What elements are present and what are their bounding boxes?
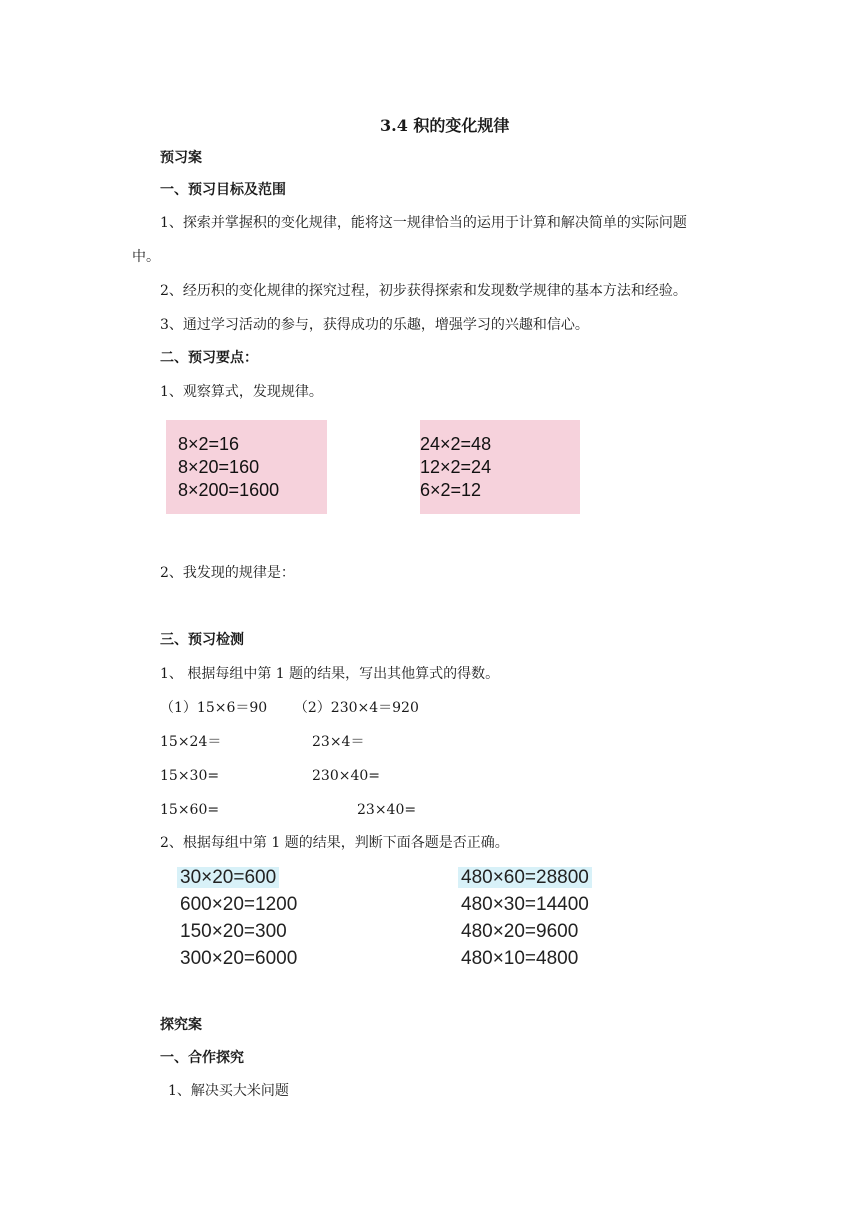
goal-1-line-1: 1、探索并掌握积的变化规律，能将这一规律恰当的运用于计算和解决简单的实际问题 bbox=[160, 215, 687, 231]
goal-1-line-2: 中。 bbox=[132, 249, 160, 265]
check-row-1-right: 23×4＝ bbox=[312, 734, 365, 750]
preview-heading: 预习案 bbox=[160, 150, 202, 166]
explore-heading: 探究案 bbox=[160, 1017, 202, 1033]
judge-right-2: 480×30=14400 bbox=[461, 894, 589, 915]
equation-box-right bbox=[420, 420, 580, 514]
check-row-2-right: 230×40= bbox=[312, 768, 380, 784]
section-heading-check: 三、预习检测 bbox=[160, 632, 244, 648]
check-1-instruction: 1、 根据每组中第 1 题的结果，写出其他算式的得数。 bbox=[160, 666, 500, 682]
judge-right-4: 480×10=4800 bbox=[461, 948, 579, 969]
goal-3: 3、通过学习活动的参与，获得成功的乐趣，增强学习的兴趣和信心。 bbox=[160, 317, 589, 333]
cooperate-1: 1、解决买大米问题 bbox=[168, 1083, 289, 1099]
section-heading-goals: 一、预习目标及范围 bbox=[160, 182, 286, 198]
section-heading-cooperate: 一、合作探究 bbox=[160, 1050, 244, 1066]
judge-left-2: 600×20=1200 bbox=[180, 894, 298, 915]
equation-line: 6×2=12 bbox=[420, 480, 482, 500]
equation-line: 12×2=24 bbox=[420, 457, 492, 477]
check-row-3-left: 15×60= bbox=[160, 802, 220, 818]
equation-line: 8×20=160 bbox=[178, 457, 260, 477]
point-2: 2、我发现的规律是： bbox=[160, 565, 295, 581]
equation-line: 24×2=48 bbox=[420, 434, 492, 454]
goal-2: 2、经历积的变化规律的探究过程，初步获得探索和发现数学规律的基本方法和经验。 bbox=[160, 283, 687, 299]
highlighted-equation: 30×20=600 bbox=[177, 867, 279, 888]
page-title: 3.4 积的变化规律 bbox=[380, 116, 510, 135]
check-row-1-left: 15×24＝ bbox=[160, 734, 222, 750]
judge-left-4: 300×20=6000 bbox=[180, 948, 298, 969]
check-1-groups: （1）15×6＝90 （2）230×4＝920 bbox=[160, 700, 419, 716]
check-row-3-right: 23×40= bbox=[357, 802, 417, 818]
equation-line: 8×200=1600 bbox=[178, 480, 280, 500]
judge-right-3: 480×20=9600 bbox=[461, 921, 579, 942]
point-1: 1、观察算式，发现规律。 bbox=[160, 384, 323, 400]
check-row-2-left: 15×30= bbox=[160, 768, 220, 784]
judge-right-1 bbox=[461, 866, 592, 890]
equation-box-left bbox=[166, 420, 327, 514]
judge-left-3: 150×20=300 bbox=[180, 921, 287, 942]
judge-left-1 bbox=[180, 866, 279, 890]
highlighted-equation: 480×60=28800 bbox=[458, 867, 592, 888]
equation-line: 8×2=16 bbox=[178, 434, 240, 454]
check-2-instruction: 2、根据每组中第 1 题的结果，判断下面各题是否正确。 bbox=[160, 835, 509, 851]
section-heading-points: 二、预习要点： bbox=[160, 350, 258, 366]
